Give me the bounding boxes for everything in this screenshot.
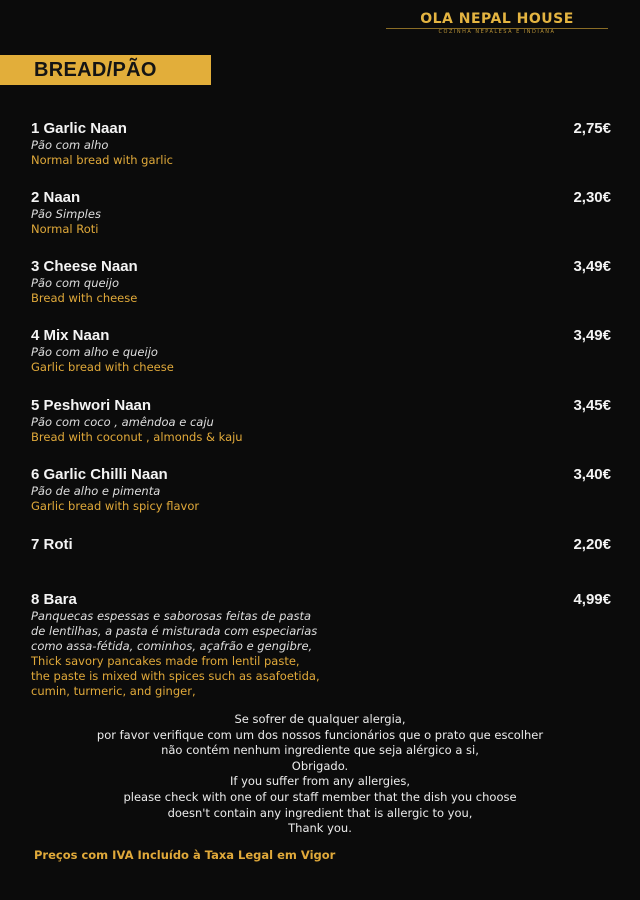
item-description-pt: Pão de alho e pimenta bbox=[31, 484, 161, 498]
item-price: 3,40€ bbox=[573, 466, 611, 483]
menu-item bbox=[31, 120, 611, 168]
menu-item bbox=[31, 591, 611, 699]
item-description-en: Garlic bread with cheese bbox=[31, 360, 174, 374]
item-name: 6 Garlic Chilli Naan bbox=[31, 466, 168, 483]
item-description-pt: como assa-fétida, cominhos, açafrão e gengibre, bbox=[31, 639, 313, 653]
allergy-line: Obrigado. bbox=[291, 758, 349, 773]
allergy-line: doesn't contain any ingredient that is allergic to you, bbox=[167, 805, 473, 820]
item-price: 2,20€ bbox=[573, 536, 611, 553]
section-title: BREAD/PÃO bbox=[34, 59, 157, 81]
item-description-en: Normal bread with garlic bbox=[31, 153, 173, 167]
menu-item bbox=[31, 327, 611, 375]
item-price: 4,99€ bbox=[573, 591, 611, 608]
item-price: 2,30€ bbox=[573, 189, 611, 206]
menu-item bbox=[31, 466, 611, 514]
item-description-en: cumin, turmeric, and ginger, bbox=[31, 684, 196, 698]
item-description-pt: Pão com alho bbox=[31, 138, 109, 152]
item-price: 3,45€ bbox=[573, 397, 611, 414]
allergy-line: não contém nenhum ingrediente que seja alérgico a si, bbox=[161, 743, 479, 758]
item-description-en: Thick savory pancakes made from lentil paste, bbox=[31, 654, 300, 668]
allergy-notice bbox=[0, 712, 640, 837]
allergy-line: please check with one of our staff member that the dish you choose bbox=[123, 789, 517, 804]
menu-item bbox=[31, 189, 611, 237]
item-description-en: the paste is mixed with spices such as asafoetida, bbox=[31, 669, 320, 683]
item-description-pt: Pão com alho e queijo bbox=[31, 345, 158, 359]
item-description-pt: Panquecas espessas e saborosas feitas de pasta bbox=[31, 609, 312, 623]
tax-note: Preços com IVA Incluído à Taxa Legal em Vigor bbox=[34, 848, 336, 862]
item-price: 3,49€ bbox=[573, 258, 611, 275]
item-description-en: Bread with cheese bbox=[31, 291, 138, 305]
item-name: 2 Naan bbox=[31, 189, 81, 206]
item-price: 3,49€ bbox=[573, 327, 611, 344]
item-description-en: Garlic bread with spicy flavor bbox=[31, 499, 200, 513]
item-description-pt: Pão com coco , amêndoa e caju bbox=[31, 415, 214, 429]
item-name: 4 Mix Naan bbox=[31, 327, 110, 344]
section-banner bbox=[0, 55, 211, 85]
item-name: 7 Roti bbox=[31, 536, 73, 553]
item-name: 5 Peshwori Naan bbox=[31, 397, 152, 414]
item-description-pt: de lentilhas, a pasta é misturada com especiarias bbox=[31, 624, 318, 638]
allergy-line: Se sofrer de qualquer alergia, bbox=[234, 712, 406, 726]
allergy-line: If you suffer from any allergies, bbox=[229, 774, 410, 789]
menu-item bbox=[31, 536, 611, 554]
menu-item bbox=[31, 258, 611, 306]
item-description-pt: Pão com queijo bbox=[31, 276, 119, 290]
brand-logo bbox=[386, 10, 608, 40]
menu-item bbox=[31, 397, 611, 445]
item-description-en: Normal Roti bbox=[31, 222, 99, 236]
allergy-line: Thank you. bbox=[288, 821, 352, 836]
item-description-pt: Pão Simples bbox=[31, 207, 101, 221]
brand-tagline: COZINHA NEPALESA E INDIANA bbox=[386, 28, 608, 36]
item-name: 1 Garlic Naan bbox=[31, 120, 127, 137]
item-description-en: Bread with coconut , almonds & kaju bbox=[31, 430, 243, 444]
item-price: 2,75€ bbox=[573, 120, 611, 137]
item-name: 8 Bara bbox=[31, 591, 77, 608]
brand-name: OLA NEPAL HOUSE bbox=[420, 11, 574, 27]
allergy-line: por favor verifique com um dos nossos funcionários que o prato que escolher bbox=[96, 727, 544, 742]
item-name: 3 Cheese Naan bbox=[31, 258, 138, 275]
